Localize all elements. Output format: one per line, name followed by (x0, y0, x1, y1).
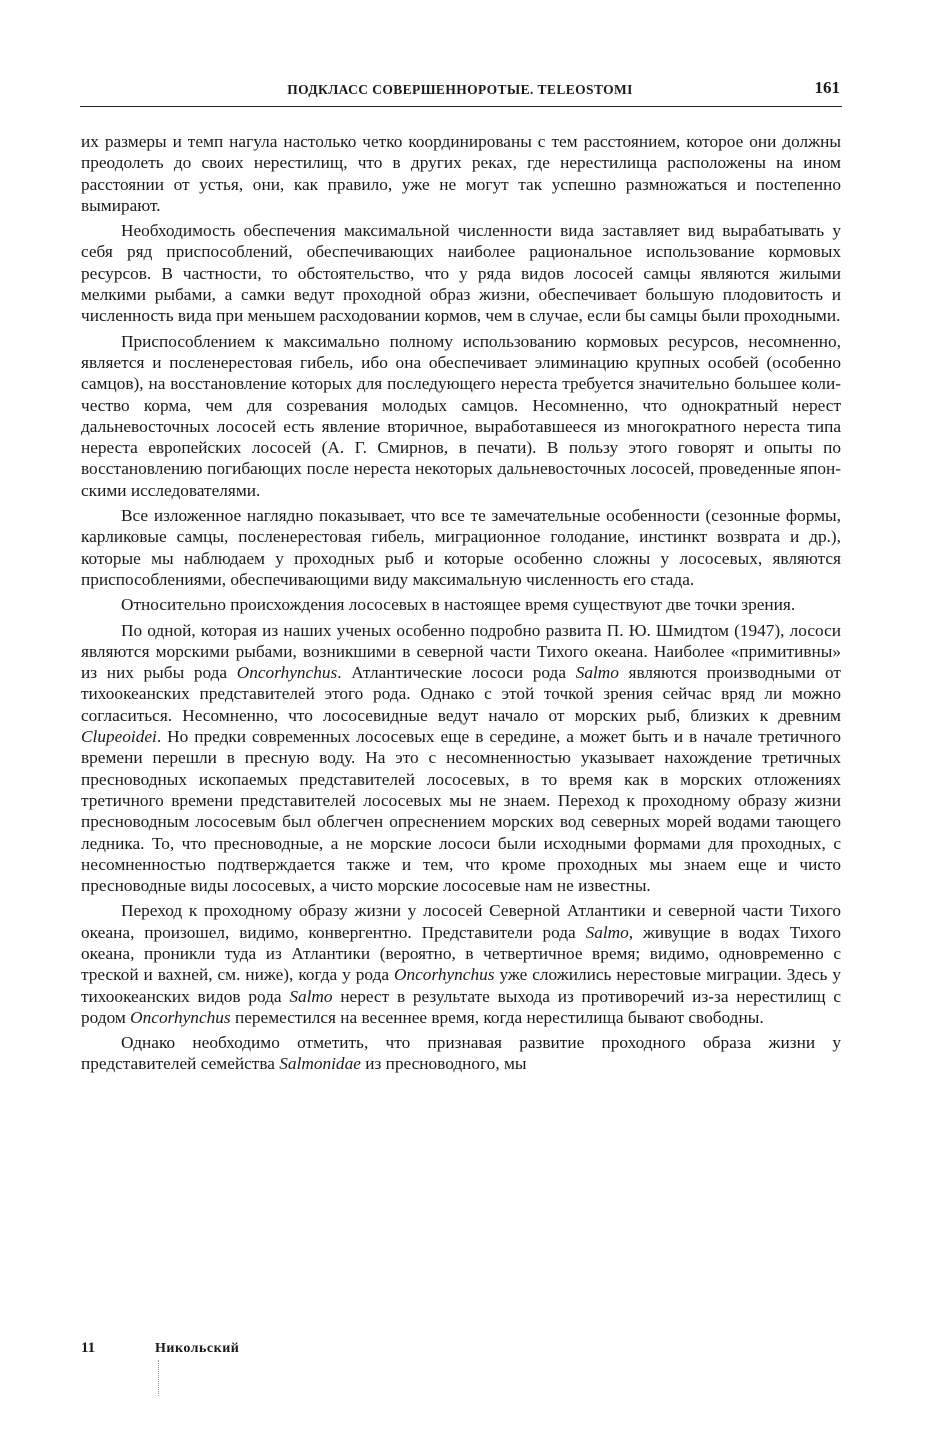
text-span: Переход к проходному образу жизни у лососей Северной Атлантики и северной части Тихого океана, произошел, видимо, конвергентно. Представители рода (81, 901, 841, 942)
text-span: уже сложились нерестовые миграции. Здесь у тихоокеанских видов рода (81, 965, 841, 1006)
text-span: из пресноводного, мы (360, 1054, 527, 1074)
header-rule (80, 106, 842, 107)
page-number: 161 (814, 78, 840, 97)
genus-name: Oncorhynchus (236, 663, 338, 683)
paragraph-7 (81, 900, 841, 1028)
paragraph-8 (81, 1032, 841, 1075)
text-span: . Атлантические лососи рода (337, 663, 576, 683)
text-span: . Но предки современных лососевых еще в середине, а может быть и в начале третичного времени перешли в пресную воду. На это с несомненностью указывает нахождение третичных пресноводных ископаемых представителей лососевых, в то время как в морских отложениях третичного времени представителей лососевых мы не знаем. Переход к проходному образу жизни пресноводным лососевым был облегчен опреснением морских вод северных морей водами тающего ледника. То, что пресноводные, а не морские лососи были исходными формами для проходных, с несомненностью подтверждается также и тем, что кроме проходных мы знаем еще и чисто пресноводные виды лососевых, а чисто морские лососевые нам не известны. (81, 727, 841, 896)
running-title: ПОДКЛАСС СОВЕРШЕННОРОТЫЕ. TELEOSTOMI (287, 82, 633, 97)
genus-name: Salmo (289, 986, 333, 1006)
margin-mark (158, 1360, 159, 1396)
text-span: Однако необходимо отметить, что признавая развитие проходного образа жизни у представителей семейства (81, 1033, 841, 1074)
signature-author: Никольский (155, 1341, 240, 1356)
text-span: По одной, которая из наших ученых особенно подробно развита П. Ю. Шмидтом (1947), лососи являются морскими рыбами, возникшими в северной части Тихого океана. Наиболее «примитивны» из них рыбы рода (81, 620, 841, 683)
text-span: нерест в результате выхода из противоречий из-за нерестилищ с родом (81, 986, 842, 1027)
text-span: являются производными от тихоокеанских представителей этого рода. Однако с этой точкой зрения сейчас вряд ли можно согласиться. Несомненно, что лососевидные ведут начало от морских рыб, близких к древним (81, 663, 841, 725)
running-header (80, 78, 840, 104)
text-body (81, 131, 841, 1079)
sheet-number: 11 (81, 1340, 96, 1356)
text-span: переместился на весеннее время, когда нерестилища бывают свободны. (230, 1007, 764, 1027)
genus-name: Salmo (585, 922, 629, 942)
taxon-name: Clupeoidei (81, 727, 157, 747)
genus-name: Salmo (575, 663, 619, 683)
genus-name: Oncorhynchus (394, 965, 495, 985)
genus-name: Oncorhynchus (130, 1007, 231, 1027)
text-span: , живущие в водах Тихого океана, проникли туда из Атлантики (вероятно, в четвертичное время; видимо, одновременно с треской и вахней, см. ниже), когда у рода (81, 922, 841, 985)
paragraph-4: Все изложенное наглядно показывает, что все те замечательные особенности (сезонные формы, карликовые самцы, посленерестовая гибель, миграционное голодание, инстинкт возврата и др.), которые мы наблюдаем у проходных рыб и которые особенно сложны у лососевых, являются приспособлениями, обеспечивающими виду максимальную численность его стада. (81, 506, 841, 589)
signature-footer (81, 1340, 841, 1364)
paragraph-5: Относительно происхождения лососевых в настоящее время существуют две точки зрения. (121, 595, 796, 615)
paragraph-1: их размеры и темп нагула настолько четко координированы с тем расстоянием, которое они должны преодолеть до своих нерестилищ, что в других реках, где нерестилища расположены на ином расстоянии от устья, они, как правило, уже не могут так успешно размножаться и постепенно вымирают. (81, 132, 841, 215)
paragraph-3: Приспособлением к максимально полному использованию кормовых ресурсов, несомненно, является и посленерестовая гибель, ибо она обеспечивает элиминацию крупных особей (особенно самцов), на восстановление которых для последующего нереста требуется значительно большее количество корма, чем для созревания молодых самцов. Несомненно, что однократный нерест дальневосточных лососей есть явление вторичное, выработавшееся из многократного нереста типа нереста европейских лососей (А. Г. Смирнов, в печати). В пользу этого говорят и опыты по восстановлению погибающих после нереста некоторых дальневосточных лососей, проведенные японскими исследователями. (81, 331, 841, 500)
family-name: Salmonidae (279, 1054, 361, 1074)
paragraph-2: Необходимость обеспечения максимальной численности вида заставляет вид вырабатывать у себя ряд приспособлений, обеспечивающих наиболее рациональное использование кормовых ресурсов. В частности, то обстоятельство, что у ряда видов лососей самцы являются жилыми мелкими рыбами, а самки ведут проходной образ жизни, обеспечивает большую плодовитость и численность вида при меньшем расходовании кормов, чем в случае, если бы самцы были проходными. (81, 221, 841, 326)
paragraph-6 (81, 620, 841, 897)
